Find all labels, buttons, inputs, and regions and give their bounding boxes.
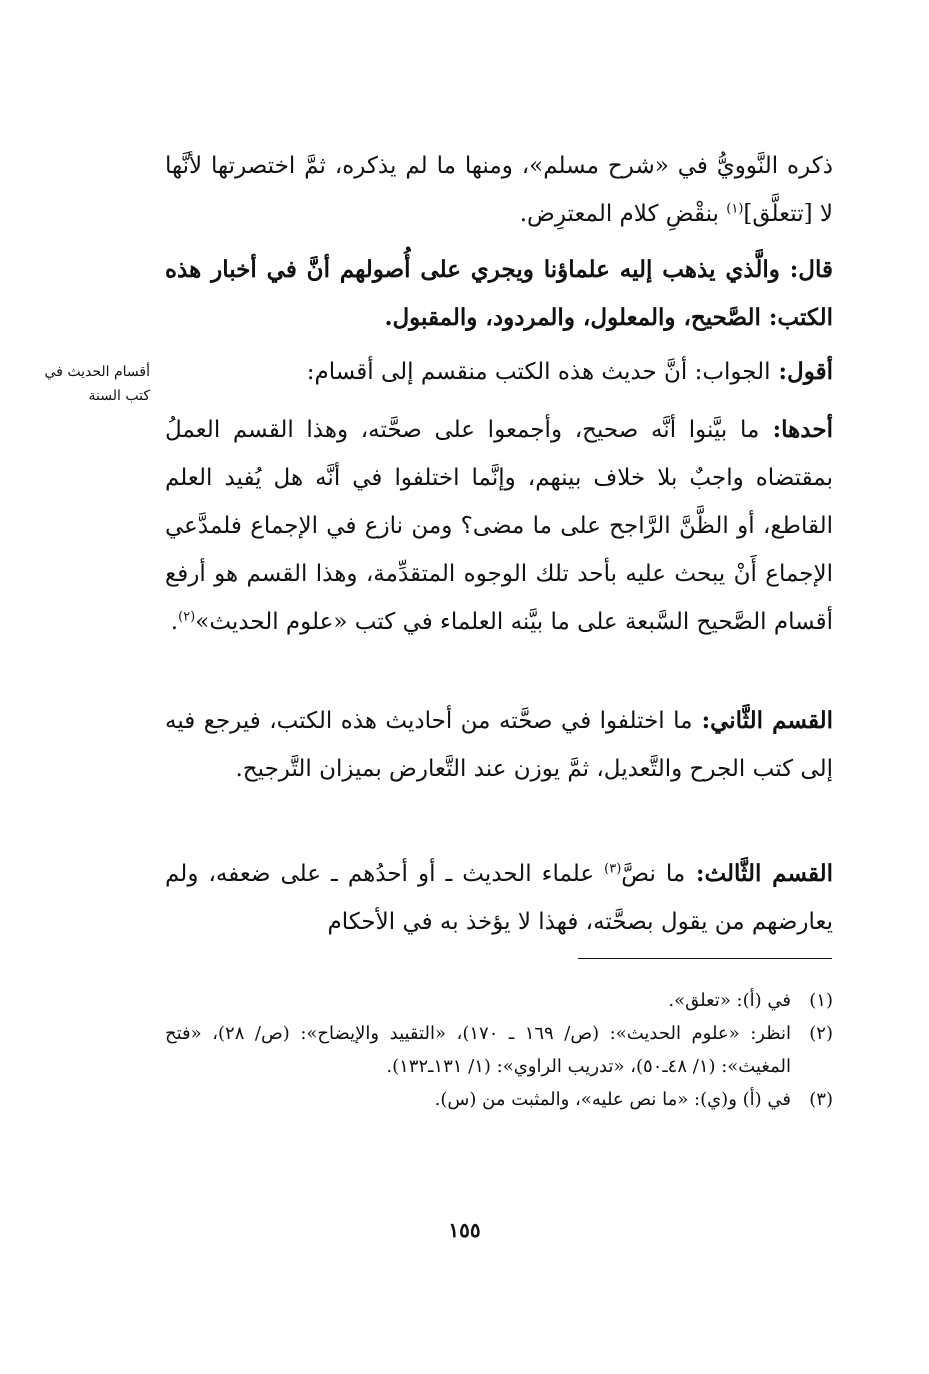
footnote [165, 1017, 833, 1083]
footnote-separator [578, 958, 832, 959]
footnote-text: انظر: «علوم الحديث»: (ص/ ١٦٩ ـ ١٧٠)، «التقييد والإيضاح»: (ص/ ٢٨)، «فتح المغيث»: (١/ ٤٨ـ٥٠)، «تدريب الراوي»: (١/ ١٣١ـ١٣٢). [165, 1023, 791, 1077]
footnote [165, 1083, 833, 1116]
footnote-text: في (أ) و(ي): «ما نص عليه»، والمثبت من (س). [434, 1089, 791, 1110]
footnote-text: في (أ): «تعلق». [668, 990, 791, 1011]
paragraph-5-text: ما اختلفوا في صحَّته من أحاديث هذه الكتب، فيرجع فيه إلى كتب الجرح والتَّعديل، ثمَّ يوزن عند التَّعارض بميزان التَّرجيح. [165, 708, 833, 782]
paragraph-4-lead: أحدها: [759, 416, 833, 443]
footnote-number: (٢) [809, 1023, 833, 1044]
paragraph-6-text: ما نصَّ [621, 861, 686, 887]
paragraph-3 [165, 348, 833, 396]
paragraph-1-tail: بنقْضِ كلام المعترِض. [519, 201, 727, 227]
paragraph-1-text: ذكره النَّوويُّ في «شرح مسلم»، ومنها ما لم يذكره، ثمَّ اختصرتها لأنَّها لا [تتعلَّق] [165, 153, 833, 227]
paragraph-5-lead: القسم الثَّاني: [692, 707, 833, 734]
paragraph-4-text: ما بيَّنوا أنَّه صحيح، وأجمعوا على صحَّته، وهذا القسم العملُ بمقتضاه واجبٌ بلا خلاف بينهم، وإنَّما اختلفوا في أنَّه هل يُفيد العلم القاطع، أو الظَّنَّ الرَّاجح على ما مضى؟ ومن نازع في الإجماع فلمدَّعي الإجماع أَنْ يبحث عليه بأحد تلك الوجوه المتقدِّمة، وهذا القسم هو أرفع أقسام الصَّحيح السَّبعة على ما بيَّنه العلماء في كتب «علوم الحديث» [165, 417, 833, 635]
footnote-number: (١) [809, 990, 833, 1011]
footnote [165, 984, 833, 1017]
footnote-ref-1: (١) [726, 201, 744, 217]
paragraph-6-lead: القسم الثَّالث: [685, 860, 833, 887]
footnotes [165, 984, 833, 1116]
paragraph-2-lead: قال: [779, 256, 833, 283]
paragraph-6-tail: علماء الحديث ـ أو أحدُهم ـ على ضعفه، ولم يعارضهم من يقول بصحَّته، فهذا لا يؤخذ به في الأحكام [165, 861, 833, 935]
paragraph-4 [165, 406, 833, 646]
page-number: ١٥٥ [448, 1218, 481, 1242]
paragraph-4-tail: . [170, 609, 179, 635]
paragraph-6 [165, 850, 833, 946]
paragraph-2-text: والَّذي يذهب إليه علماؤنا ويجري على أُصولهم أنَّ في أخبار هذه الكتب: الصَّحيح، والمعلول، والمردود، والمقبول. [165, 256, 833, 331]
paragraph-5 [165, 697, 833, 793]
paragraph-2 [165, 246, 833, 342]
footnote-number: (٣) [809, 1089, 833, 1110]
paragraph-3-text: الجواب: أنَّ حديث هذه الكتب منقسم إلى أقسام: [306, 359, 771, 385]
paragraph-3-lead: أقول: [770, 358, 833, 385]
paragraph-1 [165, 142, 833, 238]
footnote-ref-2: (٢) [178, 609, 196, 625]
margin-note: أقسام الحديث في كتب السنة [44, 364, 150, 404]
footnote-ref-3: (٣) [604, 861, 622, 877]
